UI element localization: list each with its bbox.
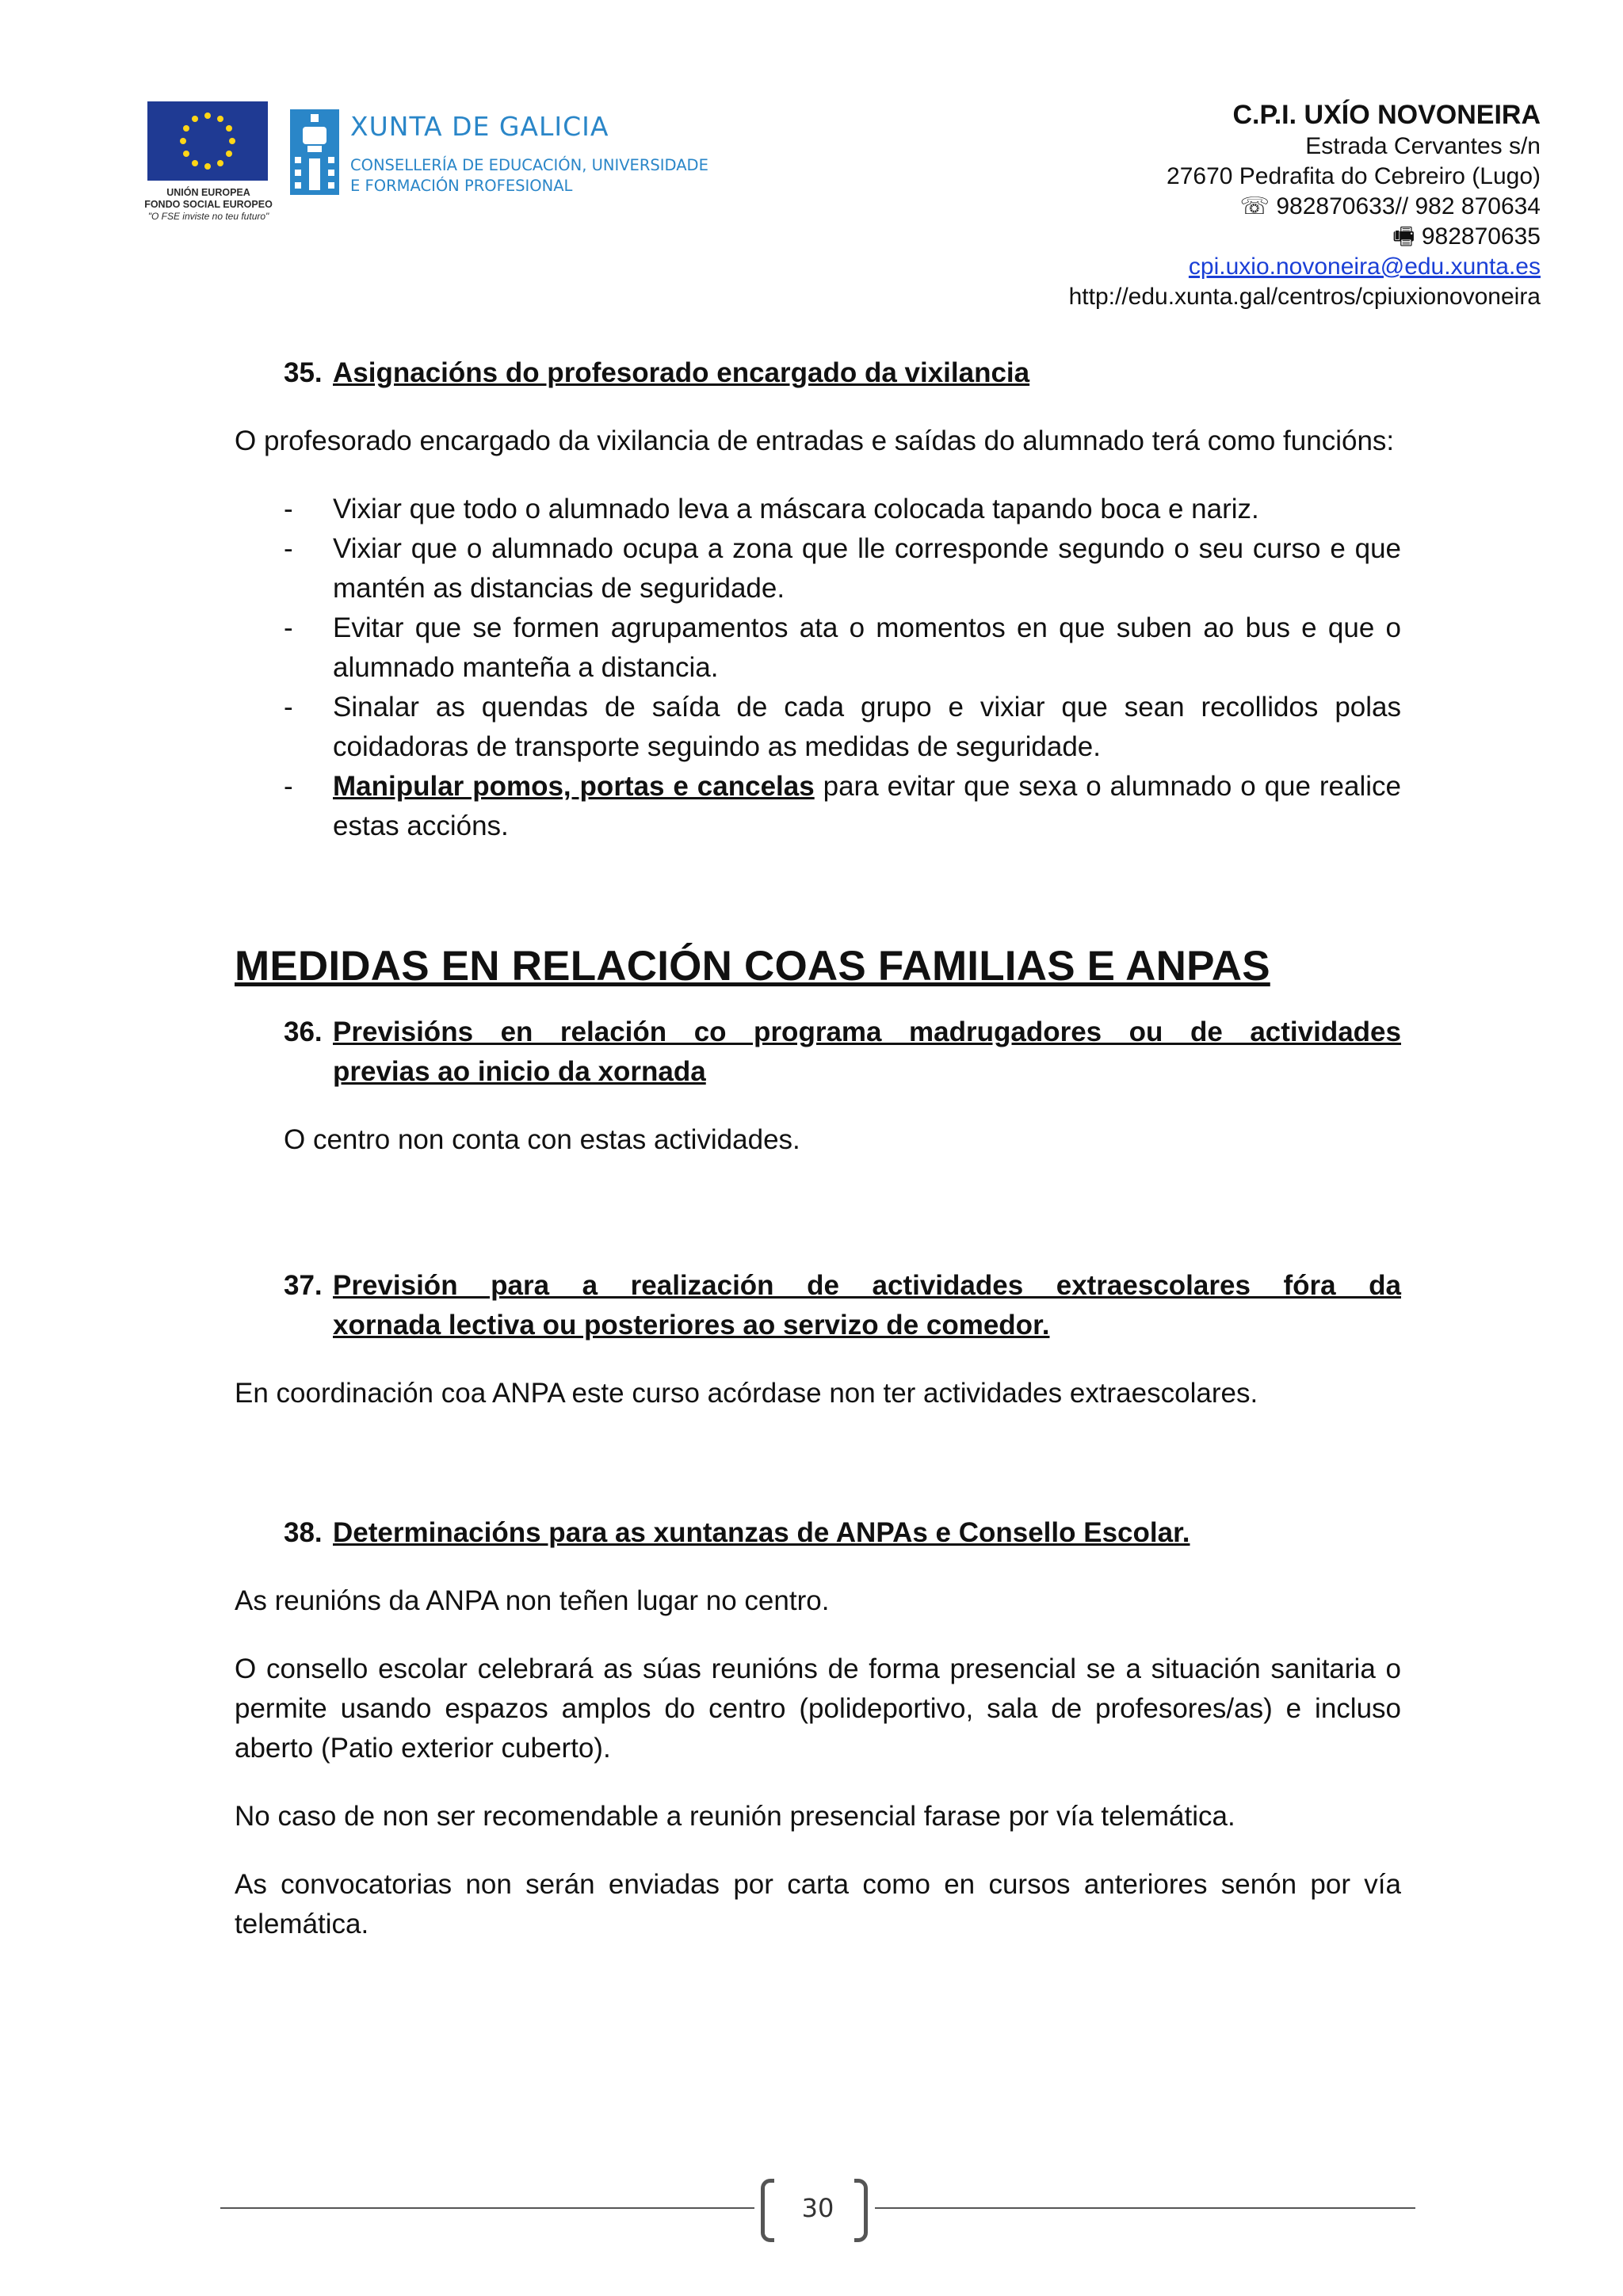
main-heading: MEDIDAS EN RELACIÓN COAS FAMILIAS E ANPAS	[235, 943, 1270, 990]
school-email-link[interactable]: cpi.uxio.novoneira@edu.xunta.es	[1188, 254, 1541, 280]
eu-line-1: UNIÓN EUROPEA	[166, 187, 250, 198]
section-38-paragraph-4: As convocatorias non serán enviadas por carta como en cursos anteriores senón por vía telemática.	[235, 1869, 1401, 1939]
section-title-line-1: Previsión para a realización de actividades extraescolares fóra da	[333, 1270, 1401, 1301]
footer-bracket-left	[761, 2179, 774, 2242]
bullet-dash: -	[284, 533, 293, 564]
section-number: 35.	[284, 357, 323, 388]
list-item-text: Evitar que se formen agrupamentos ata o momentos en que suben ao bus e que o alumnado manteña a distancia.	[333, 612, 1401, 683]
list-item-text: Sinalar as quendas de saída de cada grupo e vixiar que sean recollidos polas coidadoras de transporte seguindo as medidas de seguridade.	[333, 692, 1401, 762]
xunta-department	[350, 155, 708, 196]
section-title-text: Determinacións para as xuntanzas de ANPAs e Consello Escolar.	[333, 1517, 1190, 1548]
section-35-title	[235, 353, 1401, 393]
eu-logo	[125, 101, 292, 223]
school-address-2: 27670 Pedrafita do Cebreiro (Lugo)	[1167, 163, 1541, 189]
page-number: 30	[801, 2193, 834, 2223]
footer-rule-right	[875, 2207, 1415, 2209]
section-title-line-1: Previsións en relación co programa madrugadores ou de actividades	[333, 1016, 1401, 1047]
section-title-text	[333, 1013, 1401, 1092]
school-address-1: Estrada Cervantes s/n	[1305, 133, 1541, 159]
bullet-dash: -	[284, 612, 293, 643]
section-37-title	[235, 1266, 1401, 1345]
section-title-line-2: previas ao inicio da xornada	[333, 1056, 706, 1087]
eu-motto: "O FSE inviste no teu futuro"	[147, 211, 269, 222]
school-phone: ☏ 982870633// 982 870634	[1239, 193, 1541, 219]
footer-bracket-right	[854, 2179, 868, 2242]
xunta-name: XUNTA DE GALICIA	[350, 111, 609, 142]
section-38-paragraph-1: As reunións da ANPA non teñen lugar no centro.	[235, 1585, 830, 1616]
section-38-paragraph-3: No caso de non ser recomendable a reunión presencial farase por vía telemática.	[235, 1801, 1235, 1832]
eu-flag-icon	[147, 101, 268, 181]
eu-line-2: FONDO SOCIAL EUROPEO	[144, 199, 273, 210]
section-38-paragraph-2: O consello escolar celebrará as súas reunións de forma presencial se a situación sanitaria o permite usando espazos amplos do centro (polideportivo, sala de profesores/as) e incluso aberto (Patio exterior cuberto).	[235, 1653, 1401, 1764]
section-title-text	[333, 1266, 1401, 1345]
section-36-text: O centro non conta con estas actividades.	[284, 1124, 800, 1155]
list-item-text: Vixiar que todo o alumnado leva a máscara colocada tapando boca e nariz.	[333, 494, 1259, 524]
school-contact	[1069, 98, 1541, 312]
bullet-dash: -	[284, 494, 293, 524]
xunta-department-line-2: E FORMACIÓN PROFESIONAL	[350, 177, 573, 195]
list-item	[235, 529, 1401, 608]
section-title-line-2: xornada lectiva ou posteriores ao servizo de comedor.	[333, 1310, 1050, 1341]
xunta-emblem-icon	[290, 109, 339, 195]
section-number: 36.	[284, 1016, 323, 1047]
school-name: C.P.I. UXÍO NOVONEIRA	[1232, 100, 1541, 130]
list-item-text: para evitar que sexa o alumnado o que realice estas accións.	[333, 771, 1401, 841]
eu-caption	[125, 187, 292, 223]
section-35-intro: O profesorado encargado da vixilancia de entradas e saídas do alumnado terá como funcións:	[235, 425, 1395, 456]
section-37-text: En coordinación coa ANPA este curso acórdase non ter actividades extraescolares.	[235, 1378, 1258, 1409]
list-item	[235, 688, 1401, 767]
list-item	[235, 767, 1401, 846]
bullet-dash: -	[284, 692, 293, 723]
list-item	[235, 608, 1401, 688]
school-website: http://edu.xunta.gal/centros/cpiuxionovoneira	[1068, 284, 1541, 310]
section-36-title	[235, 1013, 1401, 1092]
document-body	[235, 353, 1401, 1944]
section-number: 38.	[284, 1517, 323, 1548]
section-number: 37.	[284, 1270, 323, 1301]
page-footer	[220, 2179, 1415, 2242]
section-title-text: Asignacións do profesorado encargado da vixilancia	[333, 357, 1030, 388]
footer-rule-left	[220, 2207, 754, 2209]
list-item-emphasis: Manipular pomos, portas e cancelas	[333, 771, 815, 802]
section-38-title	[235, 1513, 1401, 1553]
bullet-dash: -	[284, 771, 293, 802]
section-35-list	[235, 490, 1401, 846]
list-item-text: Vixiar que o alumnado ocupa a zona que lle corresponde segundo o seu curso e que mantén as distancias de seguridade.	[333, 533, 1401, 604]
list-item	[235, 490, 1401, 529]
school-fax: 🖷 982870635	[1392, 223, 1541, 250]
xunta-department-line-1: CONSELLERÍA DE EDUCACIÓN, UNIVERSIDADE	[350, 156, 708, 174]
